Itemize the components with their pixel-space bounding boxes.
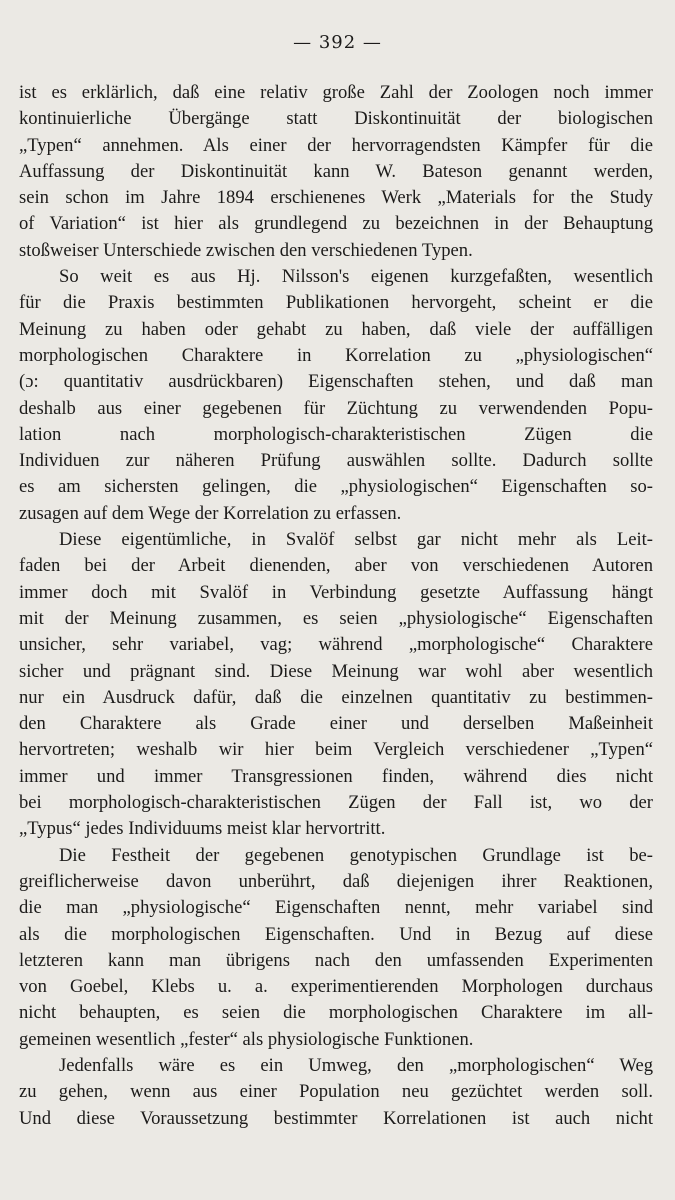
text-line: stoßweiser Unterschiede zwischen den verschiedenen Typen. — [19, 239, 473, 261]
text-line: für die Praxis bestimmten Publikationen hervorgeht, scheint er die — [19, 292, 653, 314]
text-line: zusagen auf dem Wege der Korrelation zu erfassen. — [19, 502, 402, 524]
text-line: So weit es aus Hj. Nilsson's eigenen kurzgefaßten, wesentlich — [59, 266, 653, 288]
text-line: Jedenfalls wäre es ein Umweg, den „morphologischen“ Weg — [59, 1054, 653, 1076]
text-line: unsicher, sehr variabel, vag; während „morphologische“ Charaktere — [19, 634, 653, 656]
text-line: morphologischen Charaktere in Korrelation zu „physiologischen“ — [19, 344, 653, 366]
text-line: als die morphologischen Eigenschaften. Und in Bezug auf diese — [19, 923, 653, 945]
text-line: immer und immer Transgressionen finden, während dies nicht — [19, 765, 653, 787]
text-line: zu gehen, wenn aus einer Population neu gezüchtet werden soll. — [19, 1081, 653, 1103]
text-line: kontinuierliche Übergänge statt Diskontinuität der biologischen — [19, 108, 653, 130]
text-line: „Typen“ annehmen. Als einer der hervorragendsten Kämpfer für die — [19, 134, 653, 156]
text-line: immer doch mit Svalöf in Verbindung gesetzte Auffassung hängt — [19, 581, 653, 603]
text-line: greiflicherweise davon unberührt, daß diejenigen ihrer Reaktionen, — [19, 870, 653, 892]
text-line: Und diese Voraussetzung bestimmter Korrelationen ist auch nicht — [19, 1107, 653, 1129]
text-line: „Typus“ jedes Individuums meist klar hervortritt. — [19, 818, 386, 840]
text-line: (ɔ: quantitativ ausdrückbaren) Eigenschaften stehen, und daß man — [19, 371, 653, 393]
text-line: bei morphologisch-charakteristischen Zügen der Fall ist, wo der — [19, 792, 653, 814]
text-line: es am sichersten gelingen, die „physiologischen“ Eigenschaften so- — [19, 476, 653, 498]
text-line: Individuen zur näheren Prüfung auswählen sollte. Dadurch sollte — [19, 450, 653, 472]
text-line: die man „physiologische“ Eigenschaften nennt, mehr variabel sind — [19, 897, 653, 919]
text-line: hervortreten; weshalb wir hier beim Vergleich verschiedener „Typen“ — [19, 739, 653, 761]
text-line: den Charaktere als Grade einer und derselben Maßeinheit — [19, 713, 653, 735]
page-number: — 392 — — [293, 32, 382, 53]
text-line: lation nach morphologisch-charakteristischen Zügen die — [19, 423, 653, 445]
text-line: sein schon im Jahre 1894 erschienenes Werk „Materials for the Study — [19, 187, 653, 209]
text-line: faden bei der Arbeit dienenden, aber von verschiedenen Autoren — [19, 555, 653, 577]
text-line: Diese eigentümliche, in Svalöf selbst gar nicht mehr als Leit- — [59, 529, 653, 551]
text-line: nicht behaupten, es seien die morphologischen Charaktere im all- — [19, 1002, 653, 1024]
body-text — [19, 80, 653, 1132]
text-line: ist es erklärlich, daß eine relativ große Zahl der Zoologen noch immer — [19, 82, 653, 103]
text-line: deshalb aus einer gegebenen für Züchtung zu verwendenden Popu- — [19, 397, 653, 419]
text-line: sicher und prägnant sind. Diese Meinung war wohl aber wesentlich — [19, 660, 653, 682]
text-line: von Goebel, Klebs u. a. experimentierenden Morphologen durchaus — [19, 976, 653, 998]
text-line: of Variation“ ist hier als grundlegend zu bezeichnen in der Behauptung — [19, 213, 653, 235]
text-line: Meinung zu haben oder gehabt zu haben, daß viele der auffälligen — [19, 318, 653, 340]
text-line: gemeinen wesentlich „fester“ als physiologische Funktionen. — [19, 1028, 474, 1050]
text-line: Auffassung der Diskontinuität kann W. Bateson genannt werden, — [19, 160, 653, 182]
text-line: nur ein Ausdruck dafür, daß die einzelnen quantitativ zu bestimmen- — [19, 686, 653, 708]
text-line: letzteren kann man übrigens nach den umfassenden Experimenten — [19, 949, 653, 971]
text-line: Die Festheit der gegebenen genotypischen Grundlage ist be- — [59, 844, 653, 866]
text-line: mit der Meinung zusammen, es seien „physiologische“ Eigenschaften — [19, 607, 653, 629]
